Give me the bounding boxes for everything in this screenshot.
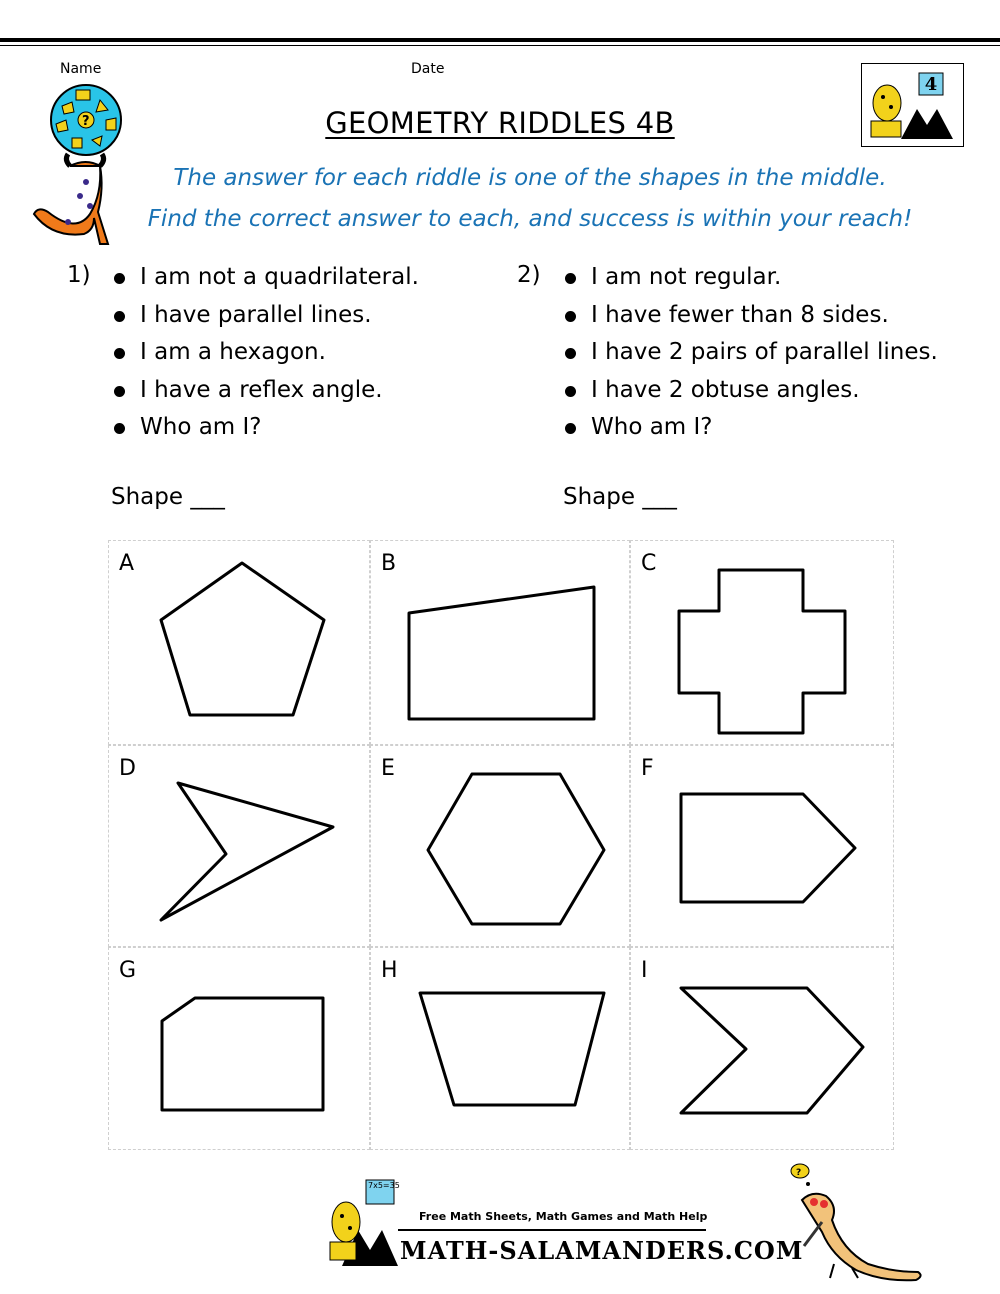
grade-number: 4 [924,74,938,95]
clue-item: I have parallel lines. [110,297,419,335]
shape-cell-d [108,745,370,947]
footer-brand[interactable]: MATH-SALAMANDERS.COM [400,1236,804,1265]
chevron-hexagon-icon [631,948,895,1151]
shape-cell-e [370,745,630,947]
regular-hexagon-icon [371,746,631,948]
shape-cell-g [108,947,370,1150]
page-title: GEOMETRY RIDDLES 4B [325,106,675,140]
shape-letter: D [119,756,136,781]
svg-text:?: ? [82,114,90,129]
riddle-1-clues [110,259,419,447]
shape-cell-f [630,745,894,947]
clue-item: I am a hexagon. [110,334,419,372]
clue-item: I am not a quadrilateral. [110,259,419,297]
shape-letter: H [381,958,398,983]
footer-tagline: Free Math Sheets, Math Games and Math Help [419,1210,708,1223]
intro-line-1: The answer for each riddle is one of the shapes in the middle. [173,165,887,191]
regular-pentagon-icon [109,541,371,746]
svg-text:?: ? [796,1168,802,1178]
salamander-thinking-icon [782,1160,928,1282]
name-label: Name [60,61,102,77]
riddle-1-number: 1) [67,262,91,288]
date-label: Date [411,61,445,77]
clue-item: Who am I? [561,409,938,447]
cross-dodecagon-icon [631,541,895,746]
shape-cell-a [108,540,370,745]
footer-rule [398,1229,706,1231]
riddle-2-clues [561,259,938,447]
shape-cell-c [630,540,894,745]
footer-logo-badge: 7x5=35 [368,1181,400,1190]
shape-letter: E [381,756,395,781]
top-rule-thick [0,38,1000,42]
shape-grid [108,540,894,1150]
clue-item: I have a reflex angle. [110,372,419,410]
shape-letter: F [641,756,654,781]
shape-letter: B [381,551,397,576]
shape-letter: A [119,551,135,576]
arrowhead-concave-quadrilateral-icon [109,746,371,948]
riddle-2-number: 2) [517,262,541,288]
isosceles-trapezoid-icon [371,948,631,1151]
shape-letter: G [119,958,137,983]
right-trapezoid-icon [371,541,631,746]
shape-cell-i [630,947,894,1150]
clue-item: Who am I? [110,409,419,447]
clue-item: I have 2 obtuse angles. [561,372,938,410]
intro-line-2: Find the correct answer to each, and success is within your reach! [147,206,913,232]
riddle-2-answer-blank[interactable]: Shape ___ [563,484,677,510]
shape-cell-b [370,540,630,745]
riddle-1-answer-blank[interactable]: Shape ___ [111,484,225,510]
shape-letter: C [641,551,657,576]
shape-cell-h [370,947,630,1150]
clue-item: I am not regular. [561,259,938,297]
footer-logo-icon [326,1178,398,1270]
shape-letter: I [641,958,648,983]
top-rule-thin [0,45,1000,46]
pentagon-cut-corner-icon [109,948,371,1151]
clue-item: I have 2 pairs of parallel lines. [561,334,938,372]
irregular-pentagon-arrow-icon [631,746,895,948]
clue-item: I have fewer than 8 sides. [561,297,938,335]
